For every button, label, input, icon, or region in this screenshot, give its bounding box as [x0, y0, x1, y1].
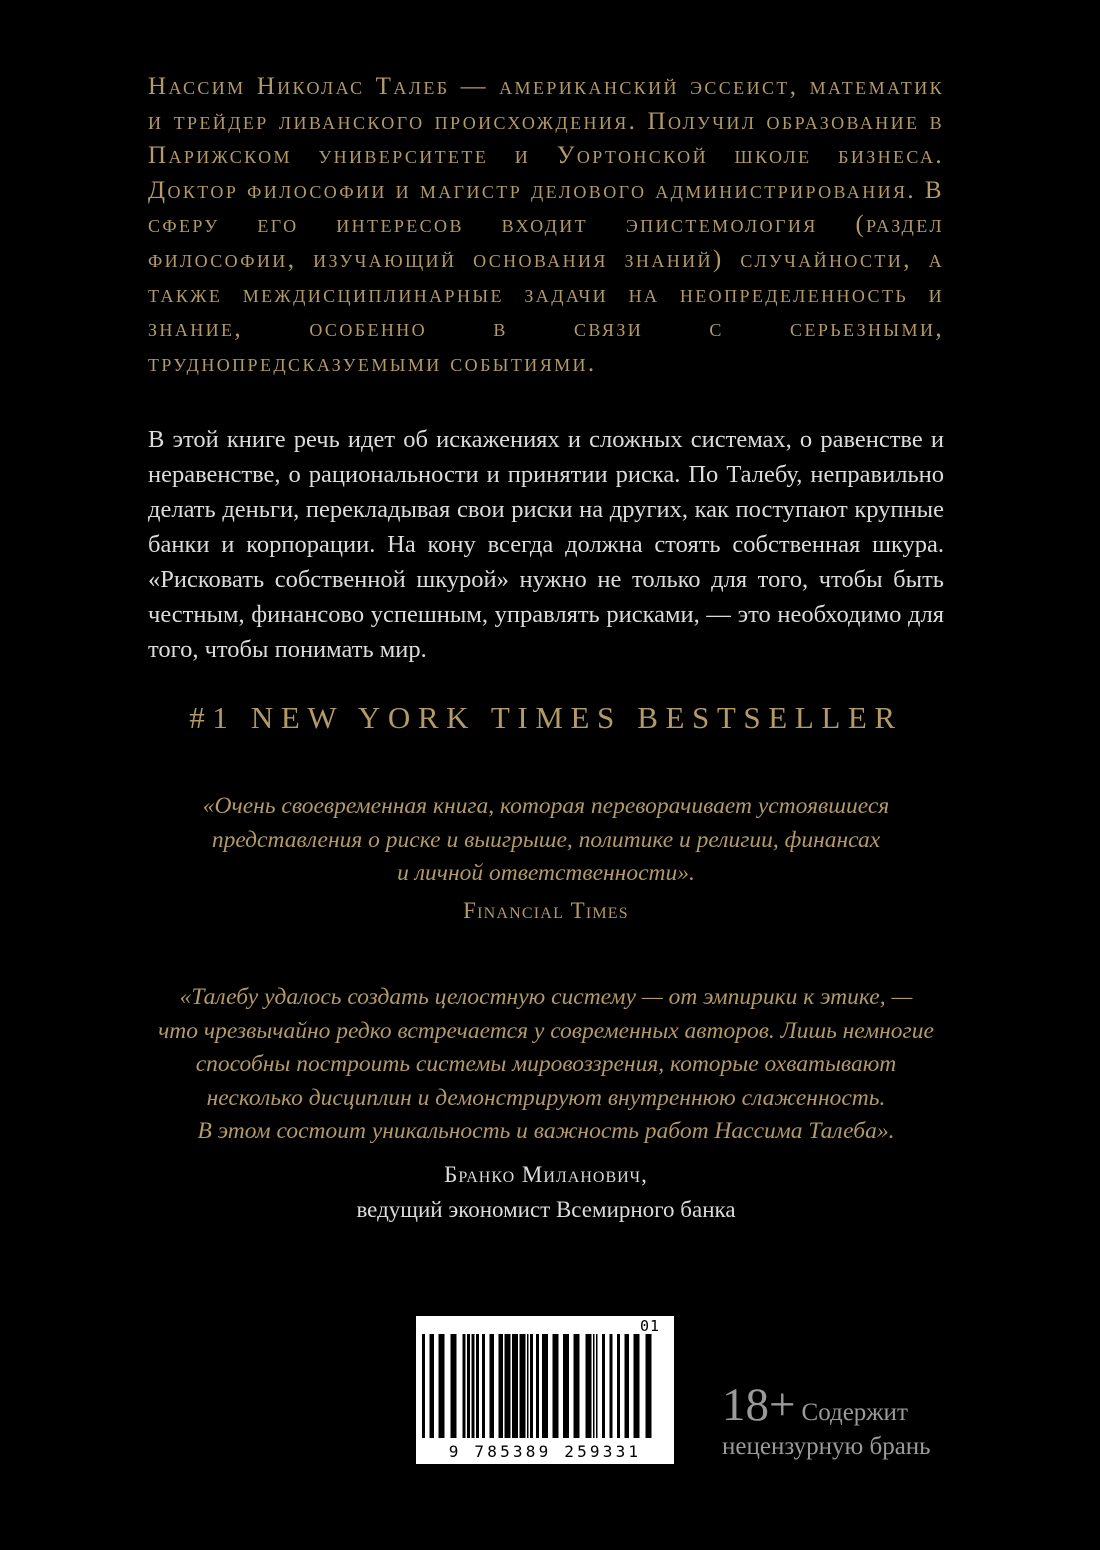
- barcode-bar: [542, 1334, 548, 1438]
- barcode-bar: [467, 1334, 470, 1438]
- barcode-bar: [430, 1334, 435, 1438]
- barcode-bar: [574, 1334, 580, 1438]
- barcode-bar: [472, 1334, 475, 1438]
- barcode-bar: [439, 1334, 445, 1438]
- isbn-barcode: [416, 1316, 674, 1464]
- barcode-bar: [586, 1334, 592, 1438]
- barcode-bar: [602, 1334, 605, 1438]
- barcode-bar: [499, 1334, 504, 1438]
- age-rating-number: 18+: [722, 1379, 796, 1431]
- quote-line: и личной ответственности».: [397, 860, 695, 887]
- barcode-bar: [512, 1334, 518, 1438]
- age-rating-note-line1: Содержит: [801, 1399, 908, 1426]
- quote-line: способны построить системы мировоззрения, которые охватывают: [195, 1051, 897, 1078]
- quote-line: представления о риске и выигрыше, политике и религии, финансах: [211, 826, 881, 853]
- barcode-bar: [505, 1334, 511, 1438]
- bestseller-banner: #1 NEW YORK TIMES BESTSELLER: [189, 700, 903, 735]
- review-quote-1: [148, 790, 944, 891]
- review-source-1: [148, 898, 944, 924]
- quote-source-role: ведущий экономист Всемирного банка: [356, 1197, 736, 1222]
- barcode-bar: [625, 1334, 630, 1438]
- barcode-bar: [463, 1334, 466, 1438]
- barcode-bar: [563, 1334, 569, 1438]
- quote-line: «Очень своевременная книга, которая переворачивает устоявшиеся: [202, 793, 890, 819]
- barcode-bar: [646, 1334, 652, 1438]
- barcode-number: 9 785389 259331: [420, 1442, 670, 1461]
- barcode-bar: [422, 1334, 425, 1438]
- barcode-bar: [451, 1334, 457, 1438]
- barcode-bar: [476, 1334, 479, 1438]
- barcode-bar: [520, 1334, 526, 1438]
- quote-line: что чрезвычайно редко встречается у современных авторов. Лишь немногие: [158, 1017, 934, 1044]
- barcode-bar: [482, 1334, 485, 1438]
- barcode-bar: [536, 1334, 539, 1438]
- age-rating-note-line2: нецензурную брань: [722, 1433, 931, 1460]
- review-source-2: [148, 1157, 944, 1227]
- barcode-bar: [530, 1334, 533, 1438]
- quote-line: «Талебу удалось создать целостную систему — от эмпирики к этике, —: [179, 984, 913, 1010]
- age-rating: [722, 1379, 931, 1461]
- author-bio: Нассим Николас Талеб — американский эссеист, математик и трейдер ливанского происхождения. Получил образование в Парижском университете и Уортонской школе бизнеса. Доктор философии и магистр делового администрирования. В сферу его интересов входит эпистемология (раздел философии, изучающий основания знаний) случайности, а также междисциплинарные задачи на неопределенность и знание, особенно в связи с серьезными, труднопредсказуемыми событиями.: [148, 73, 944, 377]
- barcode-bar: [596, 1334, 598, 1438]
- quote-line: несколько дисциплин и демонстрируют внутреннюю слаженность.: [206, 1084, 886, 1111]
- barcode-bar: [527, 1334, 529, 1438]
- book-description: В этой книге речь идет об искажениях и сложных системах, о равенстве и неравенстве, о рациональности и принятии риска. По Талебу, неправильно делать деньги, перекладывая свои риски на других, как поступают крупные банки и корпорации. На кону всегда должна стоять собственная шкура. «Рисковать собственной шкурой» нужно не только для того, чтобы быть честным, финансово успешным, управлять рисками, — это необходимо для того, чтобы понимать мир.: [148, 426, 944, 663]
- quote-line: В этом состоит уникальность и важность работ Нассима Талеба».: [197, 1118, 895, 1145]
- barcode-bar: [634, 1334, 640, 1438]
- quote-source: Financial Times: [463, 898, 629, 923]
- review-quote-2: [148, 981, 944, 1149]
- barcode-bar: [593, 1334, 595, 1438]
- barcode-bar: [610, 1334, 613, 1438]
- barcode-bar: [617, 1334, 620, 1438]
- barcode-addon-number: 01: [639, 1317, 660, 1335]
- barcode-bar: [490, 1334, 495, 1438]
- barcode-bar: [553, 1334, 559, 1438]
- quote-source-name: Бранко Миланович,: [444, 1162, 648, 1187]
